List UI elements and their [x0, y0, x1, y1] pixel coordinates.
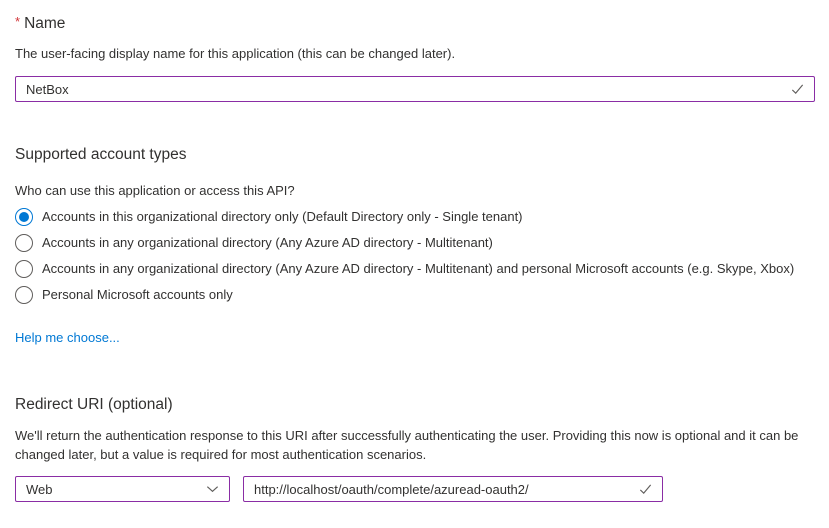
radio-unselected-icon[interactable] [15, 260, 33, 278]
account-type-option-label: Accounts in any organizational directory (Any Azure AD directory - Multitenant) [42, 235, 493, 250]
account-types-question: Who can use this application or access this API? [15, 183, 295, 198]
name-section [15, 12, 815, 102]
name-description: The user-facing display name for this application (this can be changed later). [15, 46, 456, 61]
redirect-uri-heading: Redirect URI (optional) [15, 396, 173, 413]
account-type-option-personal-only[interactable] [15, 282, 815, 308]
account-type-option-multitenant-personal[interactable] [15, 256, 815, 282]
name-input[interactable] [16, 77, 814, 101]
radio-selected-icon[interactable] [15, 208, 33, 226]
radio-unselected-icon[interactable] [15, 286, 33, 304]
supported-account-types-section [15, 145, 815, 347]
account-type-option-label: Personal Microsoft accounts only [42, 287, 233, 302]
account-type-option-label: Accounts in this organizational directory only (Default Directory only - Single tenant) [42, 209, 523, 224]
platform-dropdown[interactable] [15, 476, 230, 502]
name-heading [15, 12, 815, 34]
redirect-uri-field [243, 476, 663, 502]
account-type-option-label: Accounts in any organizational directory (Any Azure AD directory - Multitenant) and personal Microsoft accounts (e.g. Skype, Xbox) [42, 261, 795, 276]
chevron-down-icon [205, 482, 220, 497]
redirect-uri-input[interactable] [244, 477, 662, 501]
redirect-uri-row [15, 476, 815, 502]
redirect-uri-description: We'll return the authentication response to this URI after successfully authenticating the user. Providing this now is optional and it can be changed later, but a value is required for most authentication scenarios. [15, 428, 799, 462]
help-me-choose-link[interactable]: Help me choose... [15, 330, 120, 345]
account-type-option-multitenant[interactable] [15, 230, 815, 256]
app-registration-form [15, 12, 815, 502]
name-heading-label: Name [24, 15, 66, 32]
name-field [15, 76, 815, 102]
required-asterisk: * [15, 14, 21, 29]
account-type-option-single-tenant[interactable] [15, 204, 815, 230]
supported-account-types-heading: Supported account types [15, 146, 187, 163]
radio-unselected-icon[interactable] [15, 234, 33, 252]
platform-dropdown-value: Web [26, 481, 53, 497]
account-type-radio-group [15, 204, 815, 308]
redirect-uri-section [15, 395, 815, 502]
